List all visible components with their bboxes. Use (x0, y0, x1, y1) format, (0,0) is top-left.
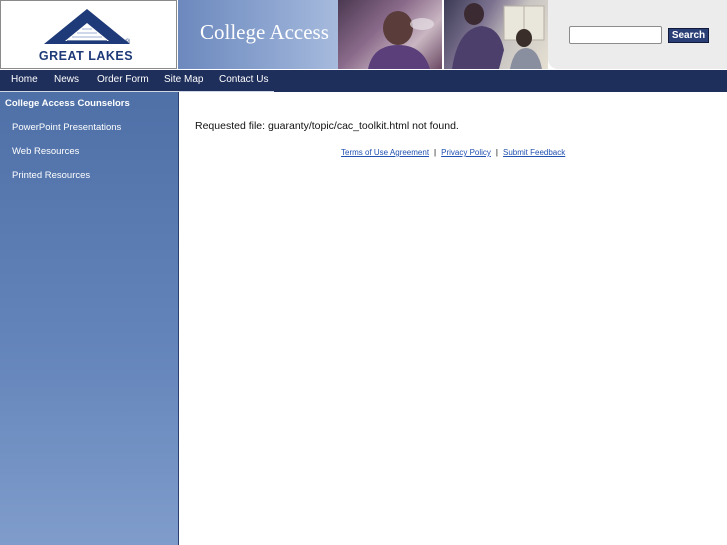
privacy-policy-link[interactable]: Privacy Policy (441, 148, 491, 157)
nav-contact-us[interactable]: Contact Us (219, 74, 269, 85)
sidebar-item-powerpoint[interactable]: PowerPoint Presentations (12, 122, 122, 133)
search-input[interactable] (569, 26, 662, 44)
nav-news[interactable]: News (54, 74, 80, 85)
header-photo-counselor (338, 0, 442, 69)
error-message: Requested file: guaranty/topic/cac_toolkit.html not found. (195, 120, 459, 132)
great-lakes-logo[interactable] (0, 0, 177, 69)
submit-feedback-link[interactable]: Submit Feedback (503, 148, 566, 157)
sidebar-heading[interactable]: College Access Counselors (5, 98, 130, 109)
photo-figure-icon (338, 0, 442, 69)
photo-figure-icon (444, 0, 548, 69)
header-photo-students (444, 0, 548, 69)
logo-text: GREAT LAKES (38, 49, 134, 63)
search-area (548, 0, 727, 69)
nav-site-map[interactable]: Site Map (164, 74, 204, 85)
sidebar-item-printed-resources[interactable]: Printed Resources (12, 170, 91, 181)
sidebar-item-web-resources[interactable]: Web Resources (12, 146, 80, 157)
footer-separator: | (495, 148, 498, 157)
banner (178, 0, 340, 69)
search-button[interactable]: Search (668, 28, 709, 43)
registered-mark: ® (125, 39, 131, 46)
main-nav (0, 70, 727, 92)
footer-separator: | (434, 148, 437, 157)
nav-home[interactable]: Home (11, 74, 38, 85)
banner-title: College Access (200, 20, 329, 44)
terms-of-use-link[interactable]: Terms of Use Agreement (341, 148, 430, 157)
footer-links (341, 148, 565, 157)
nav-order-form[interactable]: Order Form (97, 74, 149, 85)
site-header (0, 0, 727, 70)
sidebar (0, 92, 179, 545)
